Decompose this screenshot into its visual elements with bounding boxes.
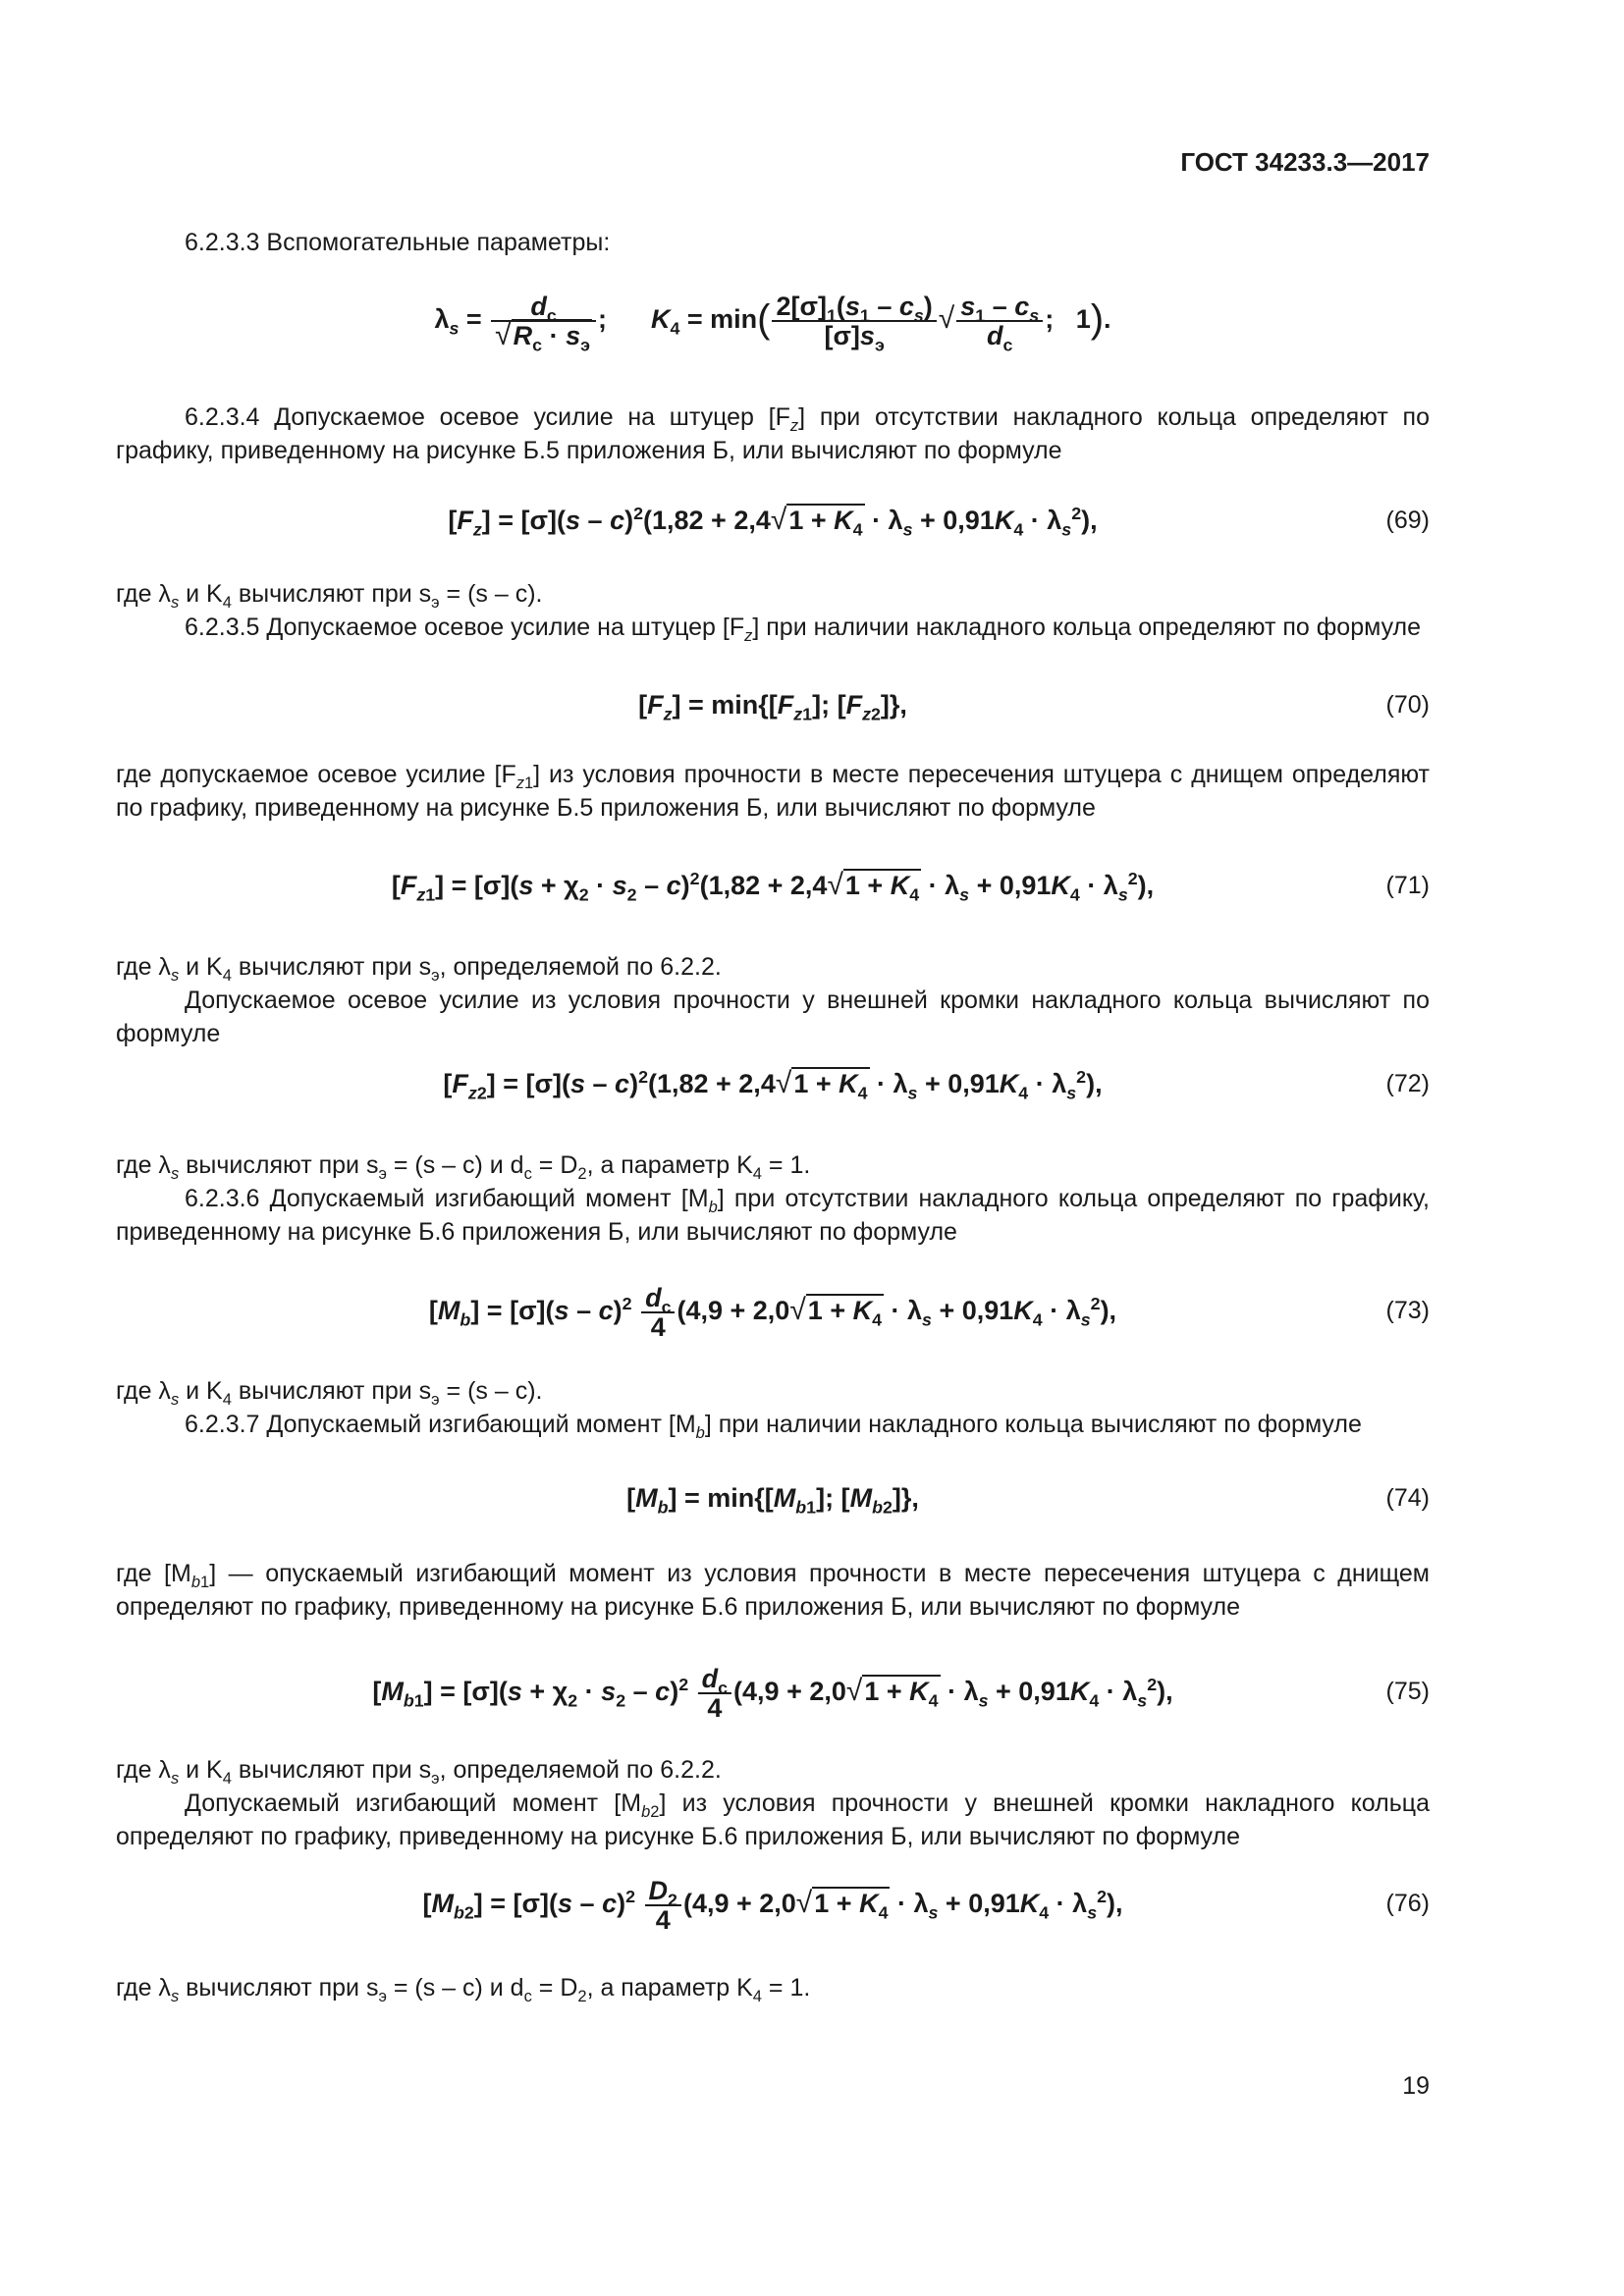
equation-number-72: (72) — [1385, 1070, 1430, 1097]
page-header: ГОСТ 34233.3—2017 — [1180, 147, 1430, 177]
formula-76: $[M_{b2}] = [\sigma](s - c)^2$ $\frac{D_2}{4}$ $(4,9 + 2,0√1 + K_4 \cdot \lambda_s + 0,91K_4 \cdot \lambda_s^2)$, (76) — [116, 1869, 1430, 1938]
formula-72: $[F_{z2}] = [\sigma](s - c)^2(1,82 + 2,4√1 + K_4 \cdot \lambda_s + 0,91K_4 \cdot \lambda_s^2)$, (72) — [116, 1054, 1430, 1113]
paragraph-where-73: где $\lambda_s$ и $K_4$ вычисляют при $s_э = (s - c)$. — [116, 1377, 543, 1409]
equation-number-76: (76) — [1385, 1890, 1430, 1917]
equation-number-70: (70) — [1385, 691, 1430, 719]
paragraph-6-2-3-3: 6.2.3.3 Вспомогательные параметры: — [185, 229, 611, 256]
paragraph-where-69: где $\lambda_s$ и $K_4$ вычисляют при $s_э = (s - c)$. — [116, 580, 543, 612]
formula-71: $[F_{z1}] = [\sigma](s + \chi_2 \cdot s_2 - c)^2(1,82 + 2,4√1 + K_4 \cdot \lambda_s + 0,91K_4 \cdot \lambda_s^2)$, (71) — [116, 856, 1430, 915]
equation-number-74: (74) — [1385, 1484, 1430, 1512]
formula-69: $[F_z] = [\sigma](s - c)^2(1,82 + 2,4√1 + K_4 \cdot \lambda_s + 0,91K_4 \cdot \lambda_s^2)$, (69) — [116, 491, 1430, 550]
equation-number-71: (71) — [1385, 872, 1430, 899]
paragraph-outer-edge-moment: Допускаемый изгибающий момент $[M_{b2}]$ из условия прочности у внешней кромки накладного кольца определяют по графику, приведенному на рисунке Б.6 приложения Б, или вычисляют по формуле — [116, 1789, 1430, 1850]
formula-70: $[F_z] = \min\{[F_{z1}]$; $[F_{z2}]$}, (70) — [116, 675, 1430, 734]
page-number: 19 — [1402, 2072, 1430, 2100]
paragraph-6-2-3-5: 6.2.3.5 Допускаемое осевое усилие на штуцер $[F_z]$ при наличии накладного кольца определяют по формуле — [185, 614, 1422, 645]
formula-75: $[M_{b1}] = [\sigma](s + \chi_2 \cdot s_2 - c)^2$ $\frac{d_c}{4}$ $(4,9 + 2,0√1 + K_4 \cdot \lambda_s + 0,91K_4 \cdot \lambda_s^2)$, (75) — [116, 1657, 1430, 1726]
formula-aux-params: $\lambda_s$ = $\frac{d_c}{√R_c \cdot s_э}$ ; $K_4 = \min$( $\frac{2[\sigma]_1(s_1 - c_s)}{[\sigma]s_э}$ √ $\frac{s_1 - c_s}{d_c}$ ; 1). — [434, 291, 1111, 355]
paragraph-6-2-3-4: 6.2.3.4 Допускаемое осевое усилие на штуцер $[F_z]$ при отсутствии накладного кольца определяют по графику, приведенному на рисунке Б.5 приложения Б, или вычисляют по формуле — [116, 403, 1431, 464]
paragraph-where-70: где допускаемое осевое усилие $[F_{z1}]$ из условия прочности в месте пересечения штуцера с днищем определяют по графику, приведенному на рисунке Б.5 приложения Б, или вычисляют по формуле — [116, 761, 1431, 822]
equation-number-73: (73) — [1385, 1297, 1430, 1324]
paragraph-where-76: где $\lambda_s$ вычисляют при $s_э = (s - c)$ и $d_c = D_2$, а параметр $K_4 = 1$. — [116, 1974, 811, 2005]
formula-73: $[M_b] = [\sigma](s - c)^2$ $\frac{d_c}{4}$ $(4,9 + 2,0√1 + K_4 \cdot \lambda_s + 0,91K_4 \cdot \lambda_s^2)$, (73) — [116, 1276, 1430, 1345]
paragraph-where-72: где $\lambda_s$ вычисляют при $s_э = (s - c)$ и $d_c = D_2$, а параметр $K_4 = 1$. — [116, 1151, 811, 1183]
paragraph-where-71: где $\lambda_s$ и $K_4$ вычисляют при $s_э$, определяемой по 6.2.2. — [116, 953, 722, 985]
paragraph-outer-edge-force: Допускаемое осевое усилие из условия прочности у внешней кромки накладного кольца вычисляют по формуле — [116, 987, 1430, 1047]
paragraph-where-75: где $\lambda_s$ и $K_4$ вычисляют при $s_э$, определяемой по 6.2.2. — [116, 1756, 722, 1788]
paragraph-6-2-3-7: 6.2.3.7 Допускаемый изгибающий момент $[M_b]$ при наличии накладного кольца вычисляют по формуле — [185, 1411, 1362, 1442]
equation-number-75: (75) — [1385, 1678, 1430, 1705]
paragraph-6-2-3-6: 6.2.3.6 Допускаемый изгибающий момент $[M_b]$ при отсутствии накладного кольца определяют по графику, приведенному на рисунке Б.6 приложения Б, или вычисляют по формуле — [116, 1185, 1430, 1246]
paragraph-where-74: где $[M_{b1}]$ — опускаемый изгибающий момент из условия прочности в месте пересечения штуцера с днищем определяют по графику, приведенному на рисунке Б.6 приложения Б, или вычисляют по формуле — [116, 1560, 1430, 1621]
formula-74: $[M_b] = \min\{[M_{b1}]$; $[M_{b2}]$}, (74) — [116, 1468, 1430, 1527]
equation-number-69: (69) — [1385, 507, 1430, 534]
